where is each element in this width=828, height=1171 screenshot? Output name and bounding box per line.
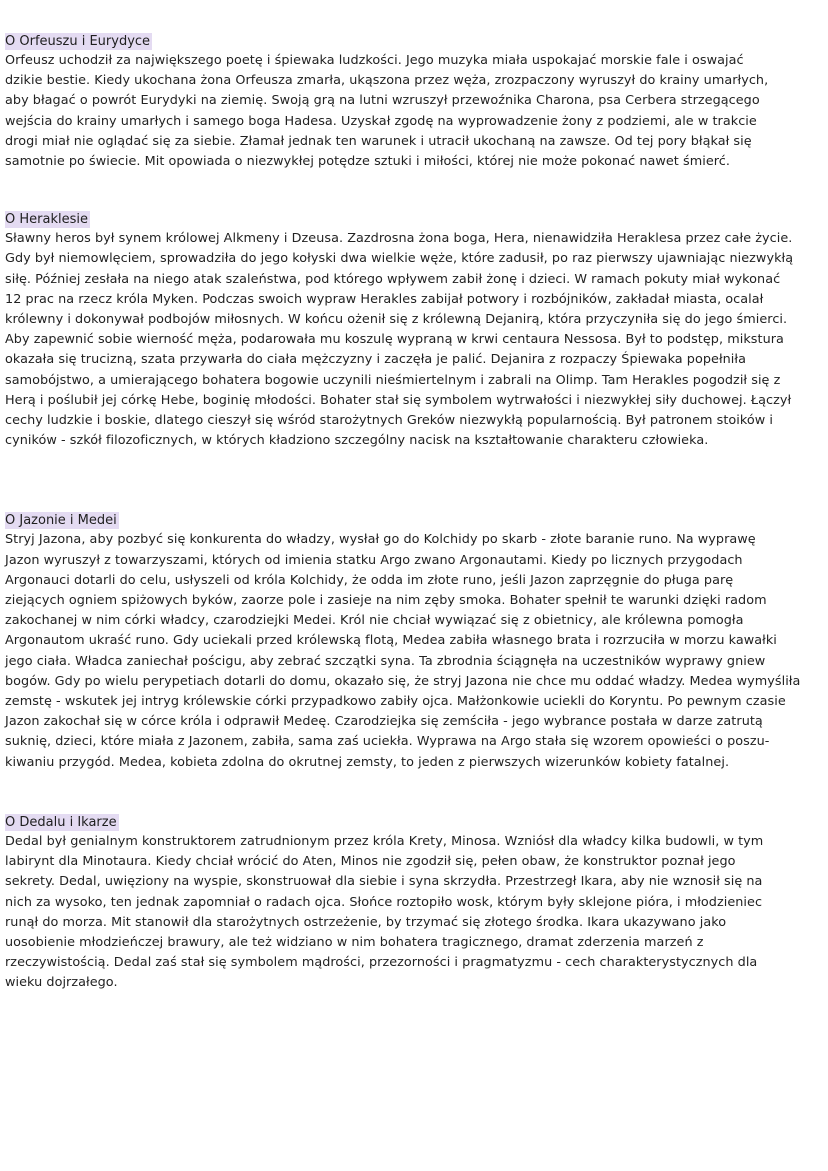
section-body: Orfeusz uchodził za największego poetę i śpiewaka ludzkości. Jego muzyka miała uspokajać morskie fale i oswajać dzikie bestie. Kiedy ukochana żona Orfeusza zmarła, ukąszona przez węża, zrozpaczony wyruszył do krainy umarłych, aby błagać o powrót Eurydyki na ziemię. Swoją grą na lutni wzruszył przewoźnika Charona, psa Cerbera strzegącego wejścia do krainy umarłych i samego boga Hadesa. Uzyskał zgodę na wyprowadzenie żony z podziemi, ale w trakcie drogi miał nie oglądać się za siebie. Złamał jednak ten warunek i utracił ukochaną na zawsze. Od tej pory błąkał się samotnie po świecie. Mit opowiada o niezwykłej potędze sztuki i miłości, której nie może pokonać nawet śmierć. [5, 53, 769, 170]
section-body: Dedal był genialnym konstruktorem zatrudnionym przez króla Krety, Minosa. Wzniósł dla władcy kilka budowli, w tym labirynt dla Minotaura. Kiedy chciał wrócić do Aten, Minos nie zgodził się, pełen obaw, że konstruktor poznał jego sekrety. Dedal, uwięziony na wyspie, skonstruował dla siebie i syna skrzydła. Przestrzegł Ikara, aby nie wznosił się na nich za wysoko, ten jednak zapomniał o radach ojca. Słońce roztopiło wosk, którym były sklejone pióra, i młodzieniec runął do morza. Mit stanowił dla starożytnych ostrzeżenie, by trzymać się złotego środka. Ikara ukazywano jako uosobienie młodzieńczej brawury, ale też widziano w nim bohatera tragicznego, dramat zderzenia marzeń z rzeczywistością. Dedal zaś stał się symbolem mądrości, przezorności i pragmatyzmu - cech charakterystycznych dla wieku dojrzałego. [5, 833, 764, 991]
spacer [5, 451, 823, 509]
section-body: Sławny heros był synem królowej Alkmeny i Dzeusa. Zazdrosna żona boga, Hera, nienawidziła Heraklesa przez całe życie. Gdy był niemowlęciem, sprowadziła do jego kołyski dwa wielkie węże, które zadusił, po raz pierwszy ujawniając niezwykłą siłę. Później zesłała na niego atak szaleństwa, pod którego wpływem zabił żonę i dzieci. W ramach pokuty miał wykonać 12 prac na rzecz króla Myken. Podczas swoich wypraw Herakles zabijał potwory i rozbójników, zakładał miasta, ocalał królewny i dokonywał podbojów miłosnych. W końcu ożenił się z królewną Dejanirą, która przyczyniła się do jego śmierci. Aby zapewnić sobie wierność męża, podarowała mu koszulę wypraną w krwi centaura Nessosa. Był to podstęp, mikstura okazała się trucizną, szata przywarła do ciała mężczyzny i zaczęła je palić. Dejanira z rozpaczy Śpiewaka popełniła samobójstwo, a umierającego bohatera bogowie uczynili nieśmiertelnym i zabrali na Olimp. Tam Herakles pogodził się z Herą i poślubił jej córkę Hebe, boginię młodości. Bohater stał się symbolem wytrwałości i niezwykłej siły duchowej. Łączył cechy ludzkie i boskie, dlatego cieszył się wśród starożytnych Greków niezwykłą popularnością. Był patronem stoików i cyników - szkół filozoficznych, w których kładziono szczególny nacisk na kształtowanie charakteru człowieka. [5, 231, 794, 449]
section-title: O Dedalu i Ikarze [5, 814, 117, 830]
section-body: Stryj Jazona, aby pozbyć się konkurenta do władzy, wysłał go do Kolchidy po skarb - złote baranie runo. Na wyprawę Jazon wyruszył z towarzyszami, których od imienia statku Argo zwano Argonautami. Kiedy po licznych przygodach Argonauci dotarli do celu, usłyszeli od króla Kolchidy, że odda im złote runo, jeśli Jazon zaprzęgnie do pługa parę ziejących ogniem spiżowych byków, zaorze pole i zasieje na nim zęby smoka. Bohater spełnił te warunki dzięki radom zakochanej w nim córki władcy, czarodziejki Medei. Król nie chciał wywiązać się z obietnicy, ale królewna pomogła Argonautom ukraść runo. Gdy uciekali przed królewską flotą, Medea zabiła własnego brata i rozrzuciła w morzu kawałki jego ciała. Władca zaniechał pościgu, aby zebrać szczątki syna. Ta zbrodnia ściągnęła na uczestników wyprawy gniew bogów. Gdy po wielu perypetiach dotarli do domu, okazało się, że stryj Jazona nie chce mu oddać władzy. Medea wymyśliła zemstę - wskutek jej intryg królewskie córki przypadkowo zabiły ojca. Małżonkowie uciekli do Koryntu. Po pewnym czasie Jazon zakochał się w córce króla i odprawił Medeę. Czarodziejka się zemściła - jego wybrance postała w darze zatrutą suknię, dzieci, które miała z Jazonem, zabiła, sama zaś uciekła. Wyprawa na Argo stała się wzorem opowieści o poszu- kiwaniu przygód. Medea, kobieta zdolna do okrutnej zemsty, to jeden z pierwszych wizerunków kobiety fatalnej. [5, 532, 801, 770]
document-page [5, 30, 823, 994]
section-title: O Orfeuszu i Eurydyce [5, 34, 151, 49]
section-herakles [5, 208, 823, 451]
spacer [5, 773, 823, 811]
section-title: O Jazonie i Medei [5, 513, 117, 529]
section-title: O Heraklesie [5, 212, 88, 228]
section-dedal [5, 811, 823, 994]
section-jazon [5, 509, 823, 772]
section-orfeusz [5, 30, 823, 172]
spacer [5, 172, 823, 208]
